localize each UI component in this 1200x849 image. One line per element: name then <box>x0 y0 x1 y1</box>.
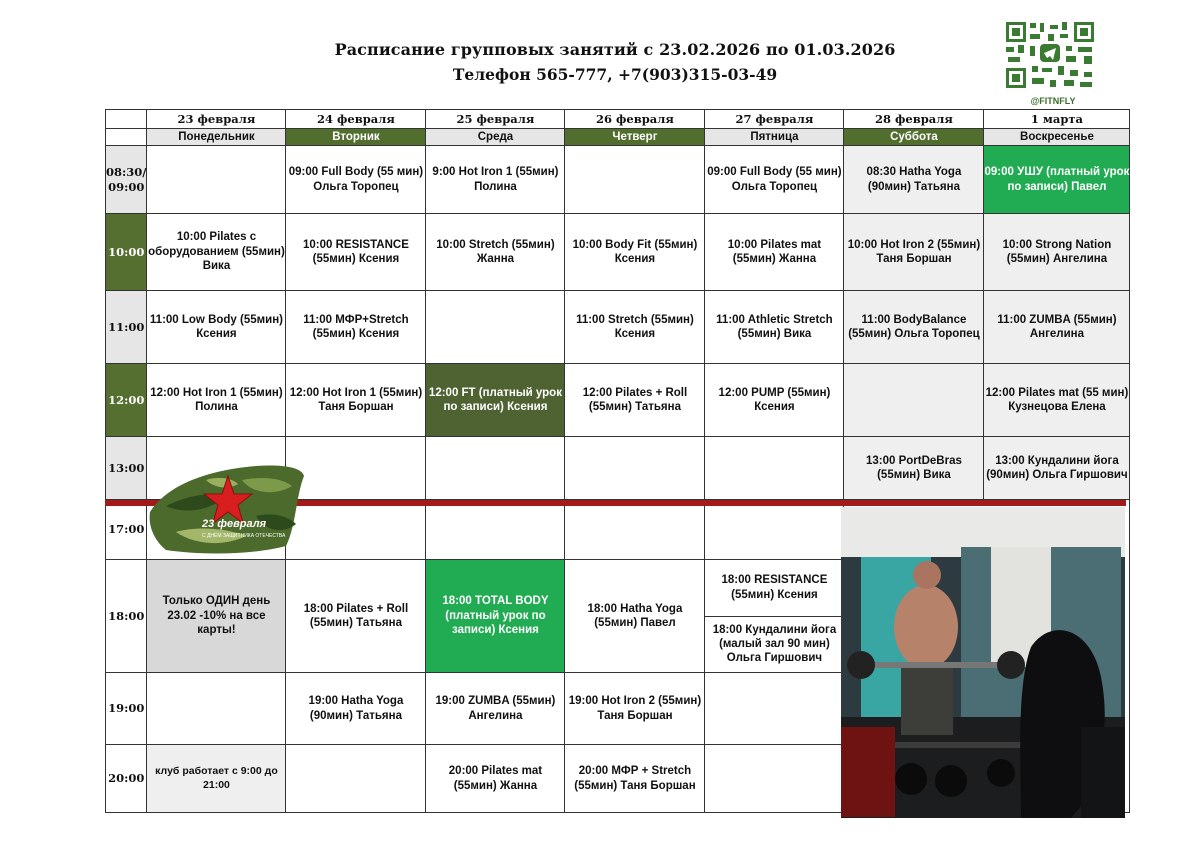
class-cell <box>565 500 705 560</box>
time-cell: 18:00 <box>106 560 147 673</box>
class-cell <box>565 146 705 214</box>
class-cell: 10:00 Strong Nation (55мин) Ангелина <box>984 214 1130 291</box>
class-cell: 10:00 Body Fit (55мин) Ксения <box>565 214 705 291</box>
weekday-cell: Суббота <box>844 129 984 146</box>
table-row <box>106 214 1130 291</box>
date-cell: 25 февраля <box>426 110 565 129</box>
class-cell: 08:30 Hatha Yoga (90мин) Татьяна <box>844 146 984 214</box>
date-cell: 24 февраля <box>286 110 426 129</box>
weekday-cell: Пятница <box>705 129 844 146</box>
class-cell: 19:00 Hot Iron 2 (55мин) Таня Боршан <box>565 673 705 745</box>
split-cell <box>705 560 844 673</box>
class-cell: 12:00 Hot Iron 1 (55мин) Полина <box>147 364 286 437</box>
class-cell: 11:00 Low Body (55мин) Ксения <box>147 291 286 364</box>
class-cell: 10:00 Pilates mat (55мин) Жанна <box>705 214 844 291</box>
date-cell: 28 февраля <box>844 110 984 129</box>
class-cell <box>705 673 844 745</box>
weekday-cell: Понедельник <box>147 129 286 146</box>
camo-star-badge-icon <box>146 456 306 556</box>
date-cell: 26 февраля <box>565 110 705 129</box>
class-cell: 11:00 МФР+Stretch (55мин) Ксения <box>286 291 426 364</box>
class-cell: 18:00 RESISTANCE (55мин) Ксения <box>705 560 843 617</box>
class-cell <box>426 437 565 500</box>
class-cell: 18:00 Pilates + Roll (55мин) Татьяна <box>286 560 426 673</box>
class-cell: 18:00 Кундалини йога (малый зал 90 мин) Ольга Гиршович <box>712 623 837 665</box>
badge-subtitle: С ДНЁМ ЗАЩИТНИКА ОТЕЧЕСТВА <box>202 533 286 539</box>
date-cell: 23 февраля <box>147 110 286 129</box>
qr-code-icon[interactable] <box>1004 20 1096 90</box>
date-cell: 1 марта <box>984 110 1130 129</box>
class-cell: 12:00 Hot Iron 1 (55мин) Таня Боршан <box>286 364 426 437</box>
table-row <box>106 146 1130 214</box>
class-cell <box>426 500 565 560</box>
time-cell: 11:00 <box>106 291 147 364</box>
time-cell: 19:00 <box>106 673 147 745</box>
class-cell: 11:00 ZUMBA (55мин) Ангелина <box>984 291 1130 364</box>
class-cell: 12:00 Pilates mat (55 мин) Кузнецова Елена <box>984 364 1130 437</box>
class-cell: 11:00 Athletic Stretch (55мин) Вика <box>705 291 844 364</box>
social-handle: @FITNFLY <box>1030 96 1076 106</box>
class-cell: 09:00 Full Body (55 мин) Ольга Торопец <box>286 146 426 214</box>
class-cell: 10:00 Stretch (55мин) Жанна <box>426 214 565 291</box>
class-cell: 13:00 Кундалини йога (90мин) Ольга Гиршович <box>984 437 1130 500</box>
class-cell: 11:00 BodyBalance (55мин) Ольга Торопец <box>844 291 984 364</box>
paid-class-cell: 09:00 УШУ (платный урок по записи) Павел <box>984 146 1130 214</box>
date-from: 23.02.2026 <box>659 40 761 59</box>
class-cell <box>286 745 426 813</box>
weekday-cell: Вторник <box>286 129 426 146</box>
date-to: 01.03.2026 <box>794 40 896 59</box>
class-cell: 09:00 Full Body (55 мин) Ольга Торопец <box>705 146 844 214</box>
corner-cell <box>106 129 147 146</box>
class-cell: 19:00 ZUMBA (55мин) Ангелина <box>426 673 565 745</box>
class-cell: 10:00 Hot Iron 2 (55мин) Таня Боршан <box>844 214 984 291</box>
time-cell: 12:00 <box>106 364 147 437</box>
class-cell <box>147 146 286 214</box>
table-row <box>106 364 1130 437</box>
time-cell: 08:30/ 09:00 <box>106 146 147 214</box>
class-cell: 20:00 МФР + Stretch (55мин) Таня Боршан <box>565 745 705 813</box>
class-cell <box>844 364 984 437</box>
time-cell: 17:00 <box>106 500 147 560</box>
time-cell: 10:00 <box>106 214 147 291</box>
class-cell <box>565 437 705 500</box>
badge-title: 23 февраля <box>202 518 267 530</box>
class-cell <box>705 745 844 813</box>
weekday-cell: Воскресенье <box>984 129 1130 146</box>
schedule-title: Расписание групповых занятий с 23.02.2026 по 01.03.2026 <box>334 40 896 59</box>
weekday-cell: Среда <box>426 129 565 146</box>
class-cell: 20:00 Pilates mat (55мин) Жанна <box>426 745 565 813</box>
class-cell: 11:00 Stretch (55мин) Ксения <box>565 291 705 364</box>
class-cell: 12:00 Pilates + Roll (55мин) Татьяна <box>565 364 705 437</box>
time-cell: 13:00 <box>106 437 147 500</box>
class-cell: 18:00 Hatha Yoga (55мин) Павел <box>565 560 705 673</box>
phone-line: Телефон 565-777, +7(903)315-03-49 <box>452 65 778 84</box>
paid-class-cell: 12:00 FT (платный урок по записи) Ксения <box>426 364 565 437</box>
corner-cell <box>106 110 147 129</box>
class-cell: 13:00 PortDeBras (55мин) Вика <box>844 437 984 500</box>
class-cell <box>286 437 426 500</box>
class-cell <box>147 673 286 745</box>
hours-cell: клуб работает с 9:00 до 21:00 <box>147 745 286 813</box>
class-cell <box>426 291 565 364</box>
table-row <box>106 291 1130 364</box>
class-cell: 10:00 RESISTANCE (55мин) Ксения <box>286 214 426 291</box>
paid-class-cell: 18:00 TOTAL BODY (платный урок по записи) Ксения <box>426 560 565 673</box>
class-cell <box>705 437 844 500</box>
class-cell: 19:00 Hatha Yoga (90мин) Татьяна <box>286 673 426 745</box>
gym-photo <box>841 507 1125 818</box>
class-cell: 9:00 Hot Iron 1 (55мин) Полина <box>426 146 565 214</box>
weekdays-row <box>106 129 1130 146</box>
time-cell: 20:00 <box>106 745 147 813</box>
class-cell <box>705 500 844 560</box>
dates-row <box>106 110 1130 129</box>
date-cell: 27 февраля <box>705 110 844 129</box>
class-cell <box>286 500 426 560</box>
class-cell: 12:00 PUMP (55мин) Ксения <box>705 364 844 437</box>
weekday-cell: Четверг <box>565 129 705 146</box>
class-cell: 10:00 Pilates с оборудованием (55мин) Вика <box>147 214 286 291</box>
promo-cell: Только ОДИН день 23.02 -10% на все карты! <box>147 560 286 673</box>
